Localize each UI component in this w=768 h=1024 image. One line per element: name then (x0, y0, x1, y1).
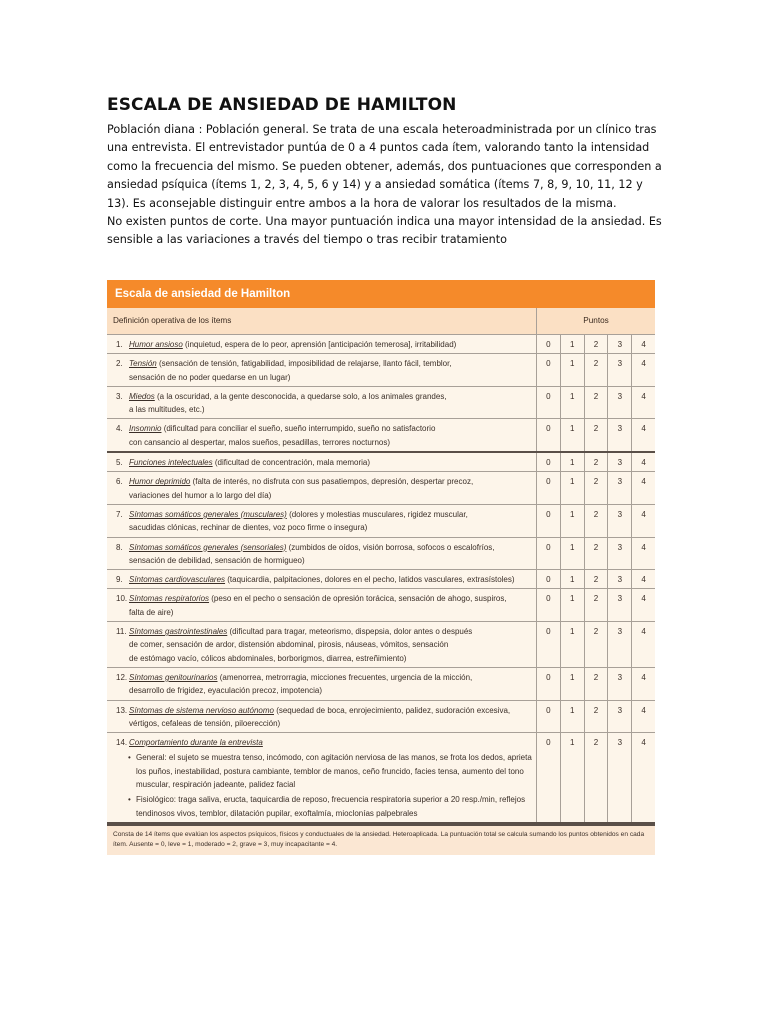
item-detail-line: sacudidas clónicas, rechinar de dientes, voz poco firme o insegura) (129, 523, 368, 533)
score-cell: 3 (608, 472, 632, 504)
score-cell: 1 (561, 589, 585, 621)
score-cell: 2 (585, 622, 609, 667)
item-scores (537, 701, 655, 733)
score-cell: 0 (537, 505, 561, 537)
score-cell: 2 (585, 701, 609, 733)
score-cell: 1 (561, 453, 585, 471)
score-cell: 4 (641, 391, 646, 401)
score-cell: 4 (641, 627, 646, 637)
item-number: 6. (116, 477, 123, 487)
score-cell: 0 (537, 472, 561, 504)
item-description (107, 505, 537, 537)
item-name: Síntomas somáticos generales (sensoriales) (129, 542, 287, 552)
column-header-definition: Definición operativa de los ítems (107, 308, 537, 334)
item-description (107, 354, 537, 386)
score-cell: 2 (585, 335, 609, 353)
scale-item-row (107, 387, 655, 420)
score-cell: 4 (641, 509, 646, 519)
column-header-row (107, 308, 655, 335)
item-scores (537, 668, 655, 700)
score-cell: 0 (537, 354, 561, 386)
document-title: ESCALA DE ANSIEDAD DE HAMILTON (107, 95, 457, 115)
item-scores (537, 538, 655, 570)
item-detail-line: (dificultad de concentración, mala memoria) (212, 458, 371, 468)
item-detail-line: de estómago vacío, cólicos abdominales, borborigmos, diarrea, estreñimiento) (129, 653, 407, 663)
scale-item-row (107, 335, 655, 354)
score-cell: 4 (641, 542, 646, 552)
scale-item-row (107, 472, 655, 505)
item-detail-line: sensación de no poder quedarse en un lugar) (129, 372, 291, 382)
score-cell: 4 (641, 672, 646, 682)
score-cell: 0 (537, 419, 561, 451)
score-cell: 4 (641, 575, 646, 585)
score-cell: 2 (585, 733, 609, 822)
item-number: 7. (116, 509, 123, 519)
item-name: Humor ansioso (129, 340, 183, 349)
item-description (107, 701, 537, 733)
item-scores (537, 419, 655, 451)
score-cell: 2 (585, 538, 609, 570)
intro-paragraph-1: Población diana : Población general. Se trata de una escala heteroadministrada por un clínico tras una entrevista. El entrevistador puntúa de 0 a 4 puntos cada ítem, valorando tanto la intensidad como la frecuencia del mismo. Se pueden obtener, además, dos puntuaciones que corresponden a ansiedad psíquica (ítems 1, 2, 3, 4, 5, 6 y 14) y a ansiedad somática (ítems 7, 8, 9, 10, 11, 12 y 13). Es aconsejable distinguir entre ambos a la hora de valorar los resultados de la misma. (107, 123, 662, 210)
item-detail-line: (sequedad de boca, enrojecimiento, palidez, sudoración excesiva, (273, 705, 511, 715)
score-cell: 3 (608, 668, 632, 700)
score-cell: 1 (561, 701, 585, 733)
item-name: Tensión (129, 359, 157, 369)
item-name: Insomnio (129, 424, 162, 434)
item-name: Síntomas cardiovasculares (129, 575, 226, 585)
scale-item-row (107, 505, 655, 538)
score-cell: 4 (641, 477, 646, 487)
score-cell: 0 (537, 453, 561, 471)
item-description (107, 538, 537, 570)
score-cell: 3 (608, 701, 632, 733)
item-number: 11. (116, 627, 127, 637)
item-description (107, 668, 537, 700)
score-cell: 1 (561, 354, 585, 386)
scale-item-row (107, 733, 655, 824)
item-detail-line: (zumbidos de oídos, visión borrosa, sofocos o escalofríos, (286, 542, 495, 552)
score-cell: 4 (641, 458, 646, 468)
score-cell: 0 (537, 538, 561, 570)
item-detail-line: (taquicardia, palpitaciones, dolores en el pecho, latidos vasculares, extrasístoles) (225, 575, 515, 585)
item-scores (537, 570, 655, 588)
item-detail-line: sensación de debilidad, sensación de hormigueo) (129, 555, 305, 565)
score-cell: 0 (537, 387, 561, 419)
item-description (107, 570, 537, 588)
item-detail-line: de comer, sensación de ardor, distensión abdominal, pirosis, náuseas, vómitos, sensación (129, 640, 449, 650)
item-number: 8. (116, 542, 123, 552)
scale-item-row (107, 589, 655, 622)
item-detail-line: falta de aire) (129, 607, 174, 617)
score-cell: 3 (608, 419, 632, 451)
item-name: Miedos (129, 391, 155, 401)
item-detail-line: (sensación de tensión, fatigabilidad, imposibilidad de relajarse, llanto fácil, temblor, (156, 359, 452, 369)
score-cell: 1 (561, 387, 585, 419)
intro-paragraph-2: No existen puntos de corte. Una mayor puntuación indica una mayor intensidad de la ansiedad. Es sensible a las variaciones a través del tiempo o tras recibir tratamiento (107, 215, 662, 247)
item-scores (537, 589, 655, 621)
item-description (107, 472, 537, 504)
score-cell: 2 (585, 570, 609, 588)
item-scores (537, 453, 655, 471)
score-cell: 4 (641, 340, 646, 349)
item-detail-line: a las multitudes, etc.) (129, 405, 205, 415)
score-cell: 2 (585, 472, 609, 504)
score-cell: 1 (561, 733, 585, 822)
item-detail-line: con cansancio al despertar, malos sueños, pesadillas, terrores nocturnos) (129, 437, 391, 447)
item-detail-line: (peso en el pecho o sensación de opresión torácica, sensación de ahogo, suspiros, (209, 594, 507, 604)
item-detail-line: (inquietud, espera de lo peor, aprensión [anticipación temerosa], irritabilidad) (182, 340, 457, 349)
item-name: Síntomas de sistema nervioso autónomo (129, 705, 274, 715)
item-detail-line: variaciones del humor a lo largo del día) (129, 490, 272, 500)
score-cell: 2 (585, 589, 609, 621)
item-detail-line: (dificultad para conciliar el sueño, sueño interrumpido, sueño no satisfactorio (161, 424, 436, 434)
scale-item-row (107, 419, 655, 453)
score-cell: 1 (561, 538, 585, 570)
score-cell: 0 (537, 701, 561, 733)
scale-item-row (107, 354, 655, 387)
score-cell: 4 (641, 738, 646, 748)
item-detail-line: desarrollo de frigidez, eyaculación precoz, impotencia) (129, 686, 322, 696)
score-cell: 1 (561, 505, 585, 537)
item-detail-line: vértigos, cefaleas de tensión, piloerección) (129, 718, 281, 728)
score-cell: 4 (641, 594, 646, 604)
scale-item-row (107, 538, 655, 571)
score-cell: 3 (608, 622, 632, 667)
score-cell: 3 (608, 453, 632, 471)
item-detail-line: (dificultad para tragar, meteorismo, dispepsia, dolor antes o después (227, 627, 473, 637)
item-scores (537, 354, 655, 386)
score-cell: 3 (608, 570, 632, 588)
score-cell: 3 (608, 589, 632, 621)
item-name: Comportamiento durante la entrevista (129, 738, 263, 748)
item-number: 3. (116, 391, 123, 401)
score-cell: 2 (585, 668, 609, 700)
scale-rows (107, 335, 655, 824)
item-detail-line: (amenorrea, metrorragia, micciones frecuentes, urgencia de la micción, (217, 672, 473, 682)
item-number: 12. (116, 672, 128, 682)
column-header-points: Puntos (583, 316, 609, 325)
item-bullet: • Fisiológico: traga saliva, eructa, taquicardia de reposo, frecuencia respiratoria superior a 20 resp./min, reflejos tendinosos vivos, temblor, dilatación pupilar, exoftalmía, mioclonías palpebrales (116, 793, 532, 820)
item-number: 4. (116, 424, 123, 434)
score-cell: 3 (608, 505, 632, 537)
score-cell: 1 (561, 668, 585, 700)
item-scores (537, 733, 655, 822)
score-cell: 1 (561, 472, 585, 504)
item-detail-line: (dolores y molestias musculares, rigidez muscular, (286, 509, 468, 519)
scale-item-row (107, 570, 655, 589)
item-name: Síntomas genitourinarios (129, 672, 218, 682)
item-name: Humor deprimido (129, 477, 191, 487)
score-cell: 2 (585, 419, 609, 451)
score-cell: 1 (561, 419, 585, 451)
score-cell: 3 (608, 335, 632, 353)
score-cell: 0 (537, 589, 561, 621)
item-number: 13. (116, 705, 128, 715)
score-cell: 3 (608, 387, 632, 419)
item-bullet: • General: el sujeto se muestra tenso, incómodo, con agitación nerviosa de las manos, se frota los dedos, aprieta los puños, inestabilidad, postura cambiante, temblor de manos, ceño fruncido, facies tensa, aumento del tono muscular, respiración jadeante, palidez facial (116, 751, 532, 791)
score-cell: 3 (608, 733, 632, 822)
score-cell: 1 (561, 335, 585, 353)
item-description (107, 453, 537, 471)
item-scores (537, 335, 655, 353)
hamilton-scale-table (107, 280, 655, 855)
item-name: Síntomas somáticos generales (musculares) (129, 509, 287, 519)
scale-footnote: Consta de 14 ítems que evalúan los aspectos psíquicos, físicos y conductuales de la ansiedad. Heteroaplicada. La puntuación total se calcula sumando los puntos obtenidos en cada ítem. Ausente = 0, leve = 1, moderado = 2, grave = 3, muy incapacitante = 4. (107, 824, 655, 855)
score-cell: 2 (585, 354, 609, 386)
item-description (107, 335, 537, 353)
score-cell: 3 (608, 354, 632, 386)
score-cell: 1 (561, 570, 585, 588)
score-cell: 3 (608, 538, 632, 570)
item-description (107, 733, 537, 822)
item-description (107, 622, 537, 667)
score-cell: 0 (537, 733, 561, 822)
score-cell: 1 (561, 622, 585, 667)
item-scores (537, 505, 655, 537)
item-number: 10. (116, 594, 128, 604)
item-scores (537, 472, 655, 504)
item-description (107, 419, 537, 451)
item-name: Funciones intelectuales (129, 458, 213, 468)
item-number: 5. (116, 458, 123, 468)
score-cell: 4 (641, 705, 646, 715)
item-name: Síntomas respiratorios (129, 594, 210, 604)
intro-text (107, 121, 662, 250)
item-number: 9. (116, 575, 123, 585)
score-cell: 4 (641, 359, 646, 369)
score-cell: 0 (537, 570, 561, 588)
item-number: 2. (116, 359, 123, 369)
item-number: 1. (116, 340, 123, 349)
item-scores (537, 622, 655, 667)
item-scores (537, 387, 655, 419)
item-description (107, 589, 537, 621)
item-number: 14. (116, 738, 128, 748)
scale-item-row (107, 701, 655, 734)
score-cell: 2 (585, 387, 609, 419)
item-name: Síntomas gastrointestinales (129, 627, 228, 637)
scale-item-row (107, 453, 655, 472)
item-detail-line: (a la oscuridad, a la gente desconocida, a quedarse solo, a los animales grandes, (154, 391, 447, 401)
scale-title: Escala de ansiedad de Hamilton (107, 280, 655, 308)
score-cell: 2 (585, 505, 609, 537)
score-cell: 0 (537, 335, 561, 353)
item-description (107, 387, 537, 419)
score-cell: 0 (537, 622, 561, 667)
item-detail-line: (falta de interés, no disfruta con sus pasatiempos, depresión, despertar precoz, (190, 477, 474, 487)
score-cell: 4 (641, 424, 646, 434)
score-cell: 2 (585, 453, 609, 471)
score-cell: 0 (537, 668, 561, 700)
scale-item-row (107, 622, 655, 668)
scale-item-row (107, 668, 655, 701)
